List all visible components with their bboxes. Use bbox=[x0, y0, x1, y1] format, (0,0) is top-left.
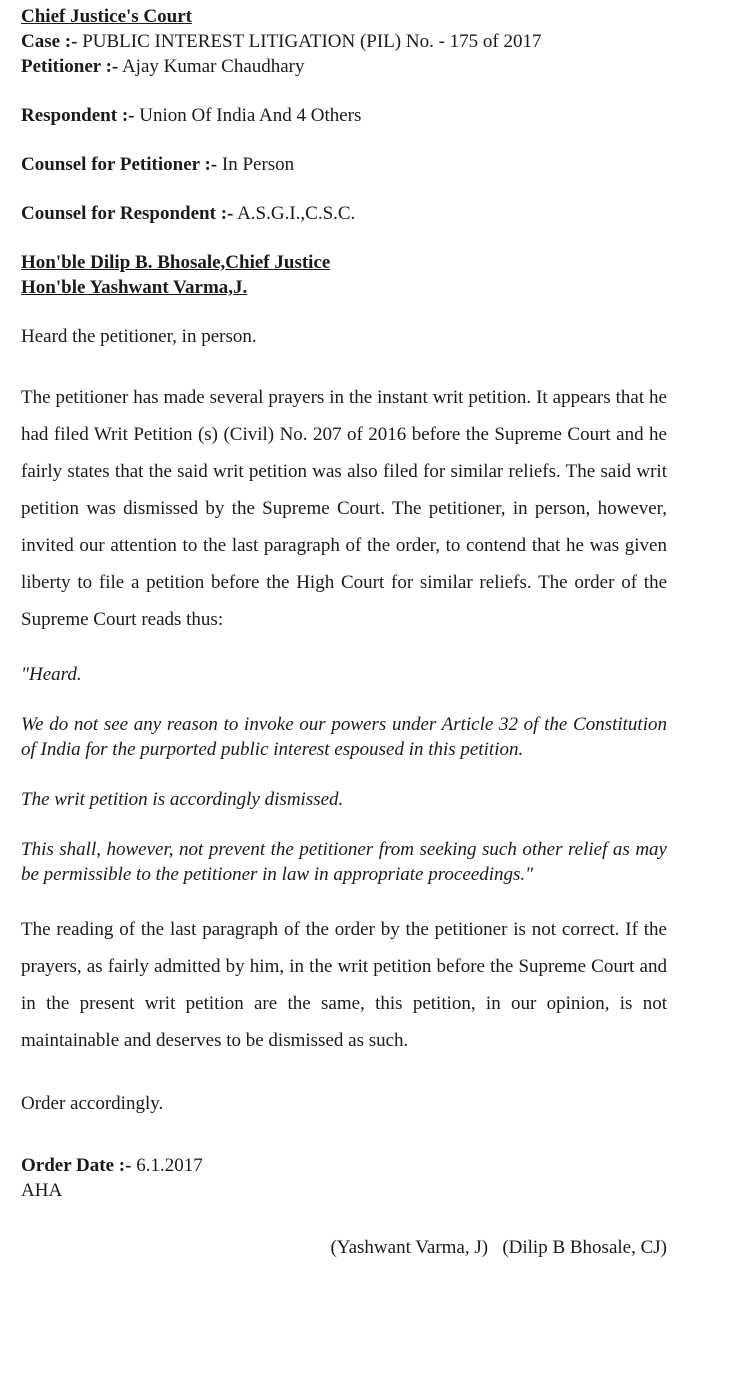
respondent-value: Union Of India And 4 Others bbox=[139, 105, 362, 126]
court-order-document bbox=[21, 4, 667, 1260]
quote-heard: "Heard. bbox=[21, 664, 82, 685]
order-date-label: Order Date :- bbox=[21, 1155, 132, 1176]
counsel-petitioner-value: In Person bbox=[221, 154, 295, 175]
counsel-respondent-value: A.S.G.I.,C.S.C. bbox=[237, 203, 356, 224]
quote-dismissed: The writ petition is accordingly dismissed. bbox=[21, 789, 344, 810]
counsel-petitioner-line bbox=[21, 152, 667, 177]
counsel-respondent-line bbox=[21, 201, 667, 226]
order-date-line bbox=[21, 1153, 667, 1178]
petitioner-value: Ajay Kumar Chaudhary bbox=[121, 56, 305, 77]
main-paragraph: The petitioner has made several prayers in the instant writ petition. It appears that he had filed Writ Petition (s) (Civil) No. 207 of 2016 before the Supreme Court and he fairly states that the said writ petition was also filed for similar reliefs. The said writ petition was dismissed by the Supreme Court. The petitioner, in person, however, invited our attention to the last paragraph of the order, to contend that he was given liberty to file a petition before the High Court for similar reliefs. The order of the Supreme Court reads thus: bbox=[21, 387, 667, 630]
counsel-respondent-label: Counsel for Respondent :- bbox=[21, 203, 234, 224]
bench-judge-1: Hon'ble Dilip B. Bhosale,Chief Justice bbox=[21, 252, 331, 273]
order-date-value: 6.1.2017 bbox=[136, 1155, 203, 1176]
respondent-label: Respondent :- bbox=[21, 105, 135, 126]
order-accordingly: Order accordingly. bbox=[21, 1093, 164, 1114]
reading-paragraph: The reading of the last paragraph of the order by the petitioner is not correct. If the prayers, as fairly admitted by him, in the writ petition before the Supreme Court and in the present writ petition are the same, this petition, in our opinion, is not maintainable and deserves to be dismissed as such. bbox=[21, 919, 667, 1051]
initials: AHA bbox=[21, 1180, 63, 1201]
case-label: Case :- bbox=[21, 31, 78, 52]
quote-liberty: This shall, however, not prevent the petitioner from seeking such other relief as may be permissible to the petitioner in law in appropriate proceedings." bbox=[21, 839, 667, 885]
signature-yashwant-varma: (Yashwant Varma, J) bbox=[330, 1237, 489, 1258]
respondent-line bbox=[21, 103, 667, 128]
signatures bbox=[21, 1235, 667, 1260]
quote-article-32: We do not see any reason to invoke our powers under Article 32 of the Constitution of India for the purported public interest espoused in this petition. bbox=[21, 714, 667, 760]
case-line bbox=[21, 29, 667, 54]
heard-paragraph: Heard the petitioner, in person. bbox=[21, 326, 257, 347]
case-value: PUBLIC INTEREST LITIGATION (PIL) No. - 175 of 2017 bbox=[82, 31, 542, 52]
counsel-petitioner-label: Counsel for Petitioner :- bbox=[21, 154, 218, 175]
signature-dilip-bhosale: (Dilip B Bhosale, CJ) bbox=[502, 1237, 667, 1258]
court-name: Chief Justice's Court bbox=[21, 6, 192, 27]
petitioner-label: Petitioner :- bbox=[21, 56, 119, 77]
petitioner-line bbox=[21, 54, 667, 79]
bench-judge-2: Hon'ble Yashwant Varma,J. bbox=[21, 277, 248, 298]
order-date-block bbox=[21, 1153, 667, 1203]
